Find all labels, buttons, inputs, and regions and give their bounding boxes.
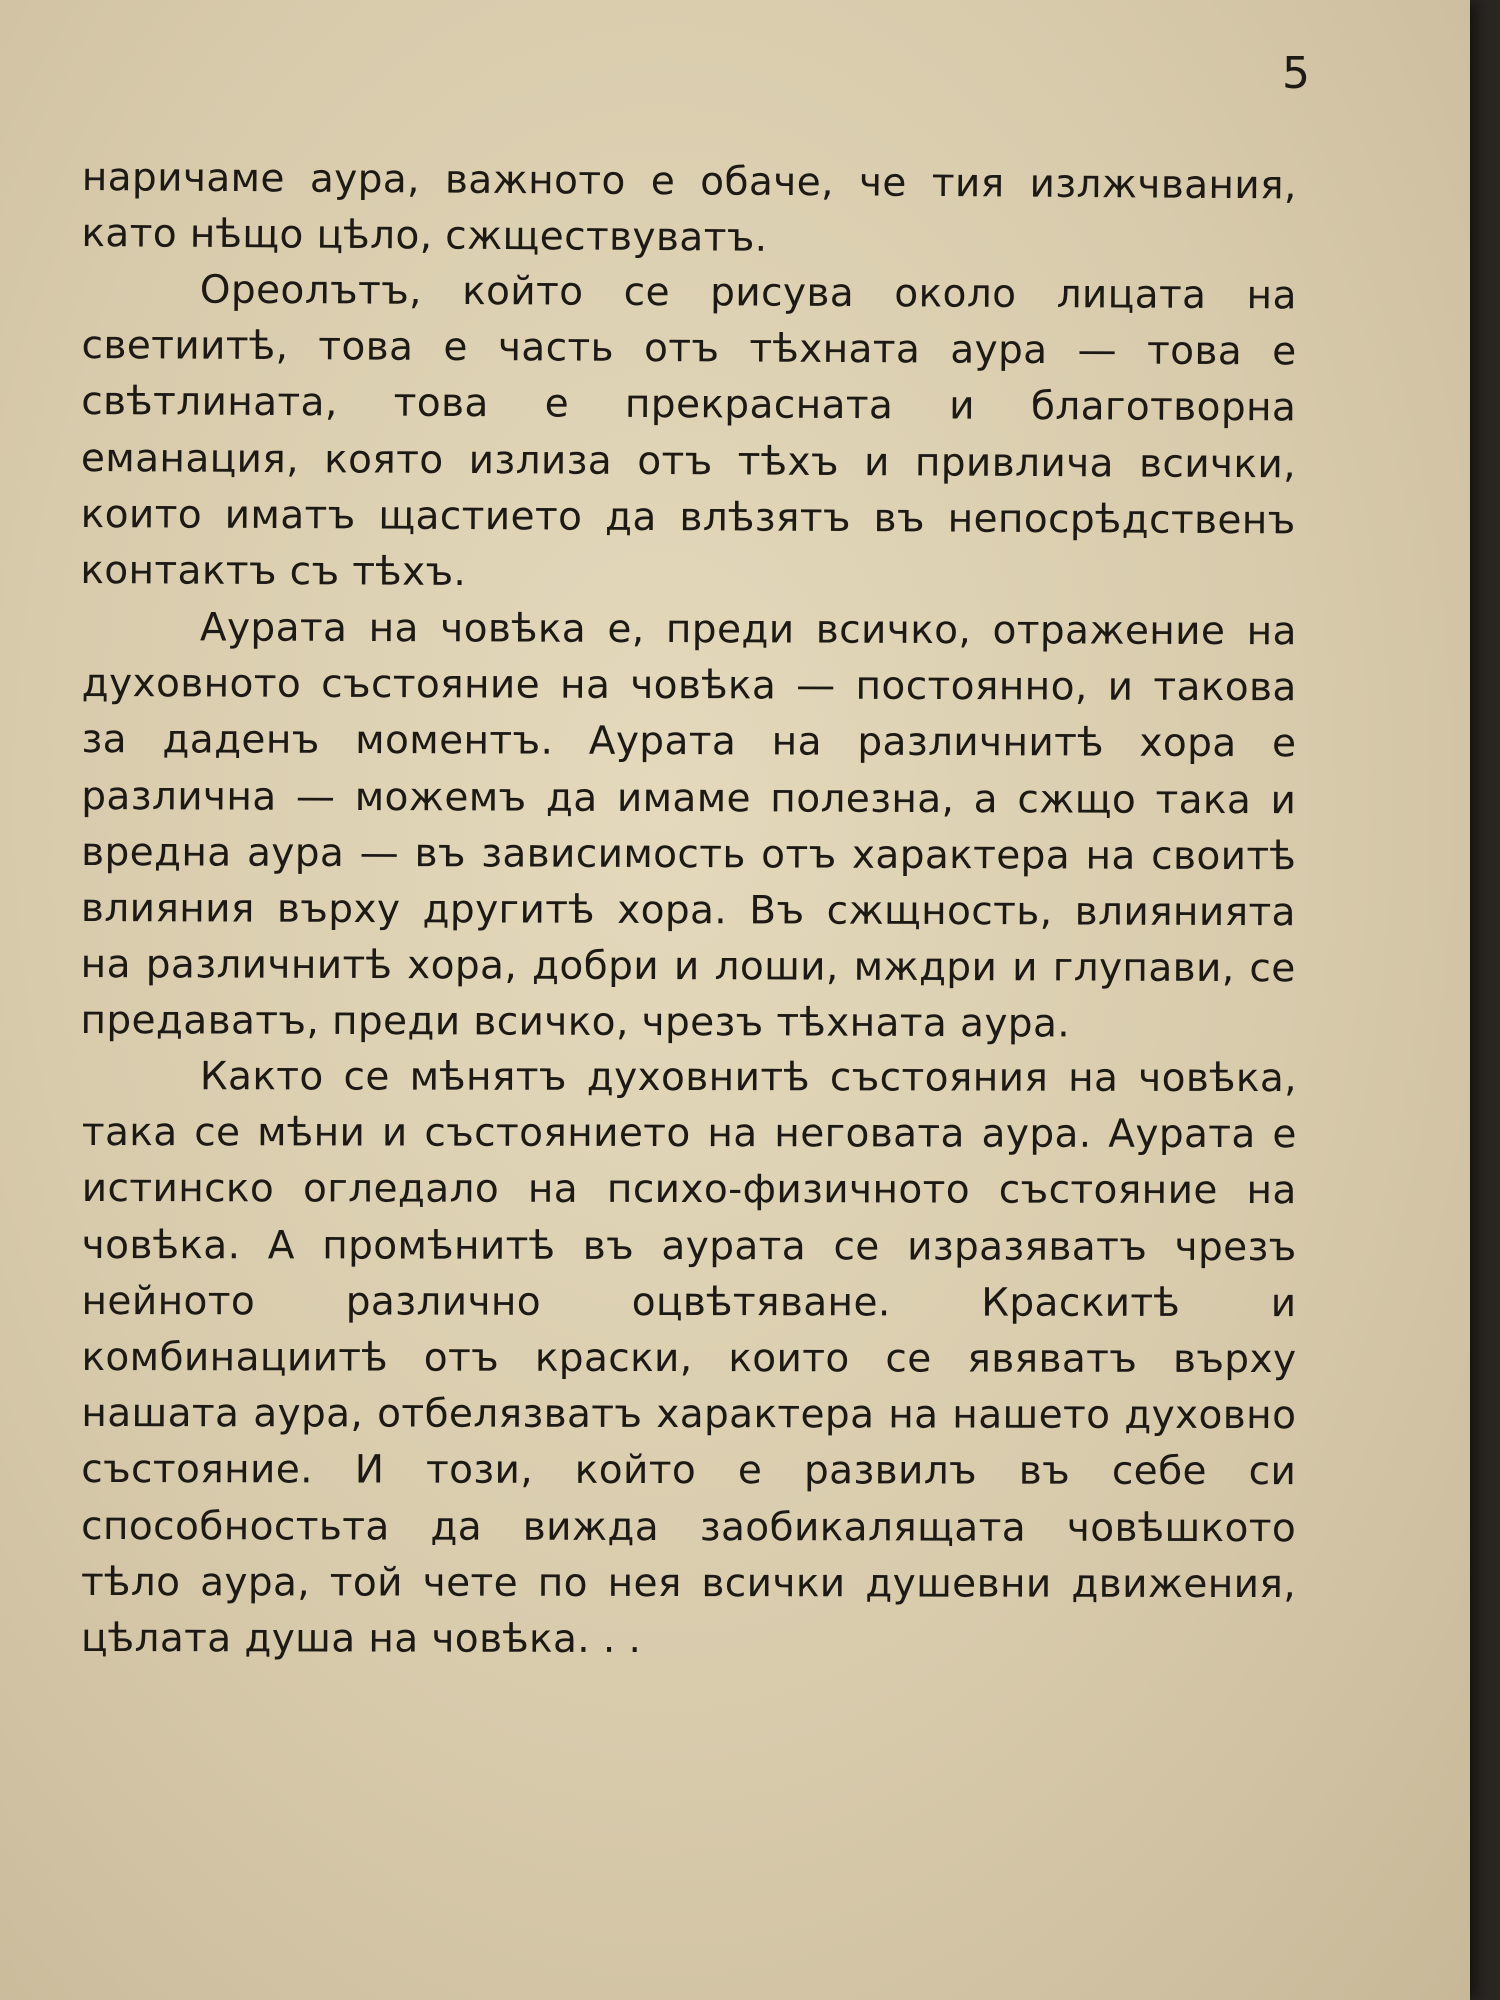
paragraph-4: Както се мѣнятъ духовнитѣ състояния на човѣка, така се мѣни и състоянието на неговата аура. Аурата е истинско огледало на психо-физичното състояние на човѣка. А промѣнитѣ въ аурата се изразяватъ чрезъ нейното различно оцвѣтяване. Краскитѣ и комбинациитѣ отъ краски, които се явяватъ върху нашата аура, отбелязватъ характера на нашето духовно състояние. И този, който е развилъ въ себе си способностьта да вижда заобикалящата човѣшкото тѣло аура, той чете по нея всички душевни движения, цѣлата душа на човѣка. . . — [80, 1054, 1297, 1663]
paragraph-2: Ореолътъ, който се рисува около лицата на светиитѣ, това е часть отъ тѣхната аура — това е свѣтлината, това е прекрасната и благотворна еманация, която излиза отъ тѣхъ и привлича всички, които иматъ щастието да влѣзятъ въ непосрѣдственъ контактъ съ тѣхъ. — [80, 268, 1297, 596]
paragraph-1: наричаме аура, важното е обаче, че тия излжчвания, като нѣщо цѣло, сжществуватъ. — [81, 154, 1297, 261]
body-text — [82, 150, 1297, 1667]
paragraph-3: Аурата на човѣка е, преди всичко, отражение на духовното състояние на човѣка — постоянно, и такова за даденъ моментъ. Аурата на различнитѣ хора е различна — можемъ да имаме полезна, а сжщо така и вредна аура — въ зависимость отъ характера на своитѣ влияния върху другитѣ хора. Въ сжщность, влиянията на различнитѣ хора, добри и лоши, мждри и глупави, се предаватъ, преди всичко, чрезъ тѣхната аура. — [80, 605, 1297, 1047]
page-number: 5 — [1282, 48, 1310, 99]
